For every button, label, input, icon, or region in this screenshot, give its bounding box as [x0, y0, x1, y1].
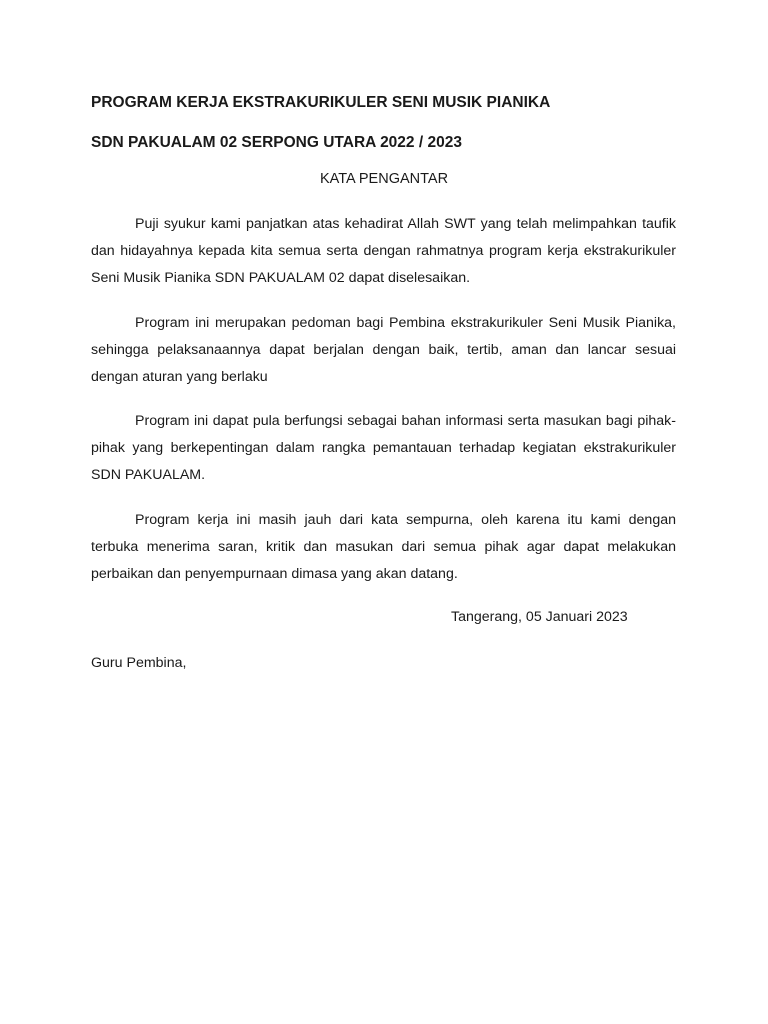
signature-label: Guru Pembina,	[91, 655, 187, 671]
place-date: Tangerang, 05 Januari 2023	[451, 609, 628, 625]
document-title-line-1: PROGRAM KERJA EKSTRAKURIKULER SENI MUSIK PIANIKA	[91, 94, 551, 111]
section-heading: KATA PENGANTAR	[319, 171, 449, 187]
paragraph-1: Puji syukur kami panjatkan atas kehadirat Allah SWT yang telah melimpahkan taufik dan hidayahnya kepada kita semua serta dengan rahmatnya program kerja ekstrakurikuler Seni Musik Pianika SDN PAKUALAM 02 dapat diselesaikan.	[91, 216, 676, 286]
paragraph-4: Program kerja ini masih jauh dari kata sempurna, oleh karena itu kami dengan terbuka menerima saran, kritik dan masukan dari semua pihak agar dapat melakukan perbaikan dan penyempurnaan dimasa yang akan datang.	[91, 512, 676, 582]
paragraph-2: Program ini merupakan pedoman bagi Pembina ekstrakurikuler Seni Musik Pianika, sehingga pelaksanaannya dapat berjalan dengan baik, tertib, aman dan lancar sesuai dengan aturan yang berlaku	[91, 315, 676, 385]
document-title-line-2: SDN PAKUALAM 02 SERPONG UTARA 2022 / 2023	[91, 134, 462, 151]
paragraph-3: Program ini dapat pula berfungsi sebagai bahan informasi serta masukan bagi pihak-pihak yang berkepentingan dalam rangka pemantauan terhadap kegiatan ekstrakurikuler SDN PAKUALAM.	[91, 413, 676, 483]
